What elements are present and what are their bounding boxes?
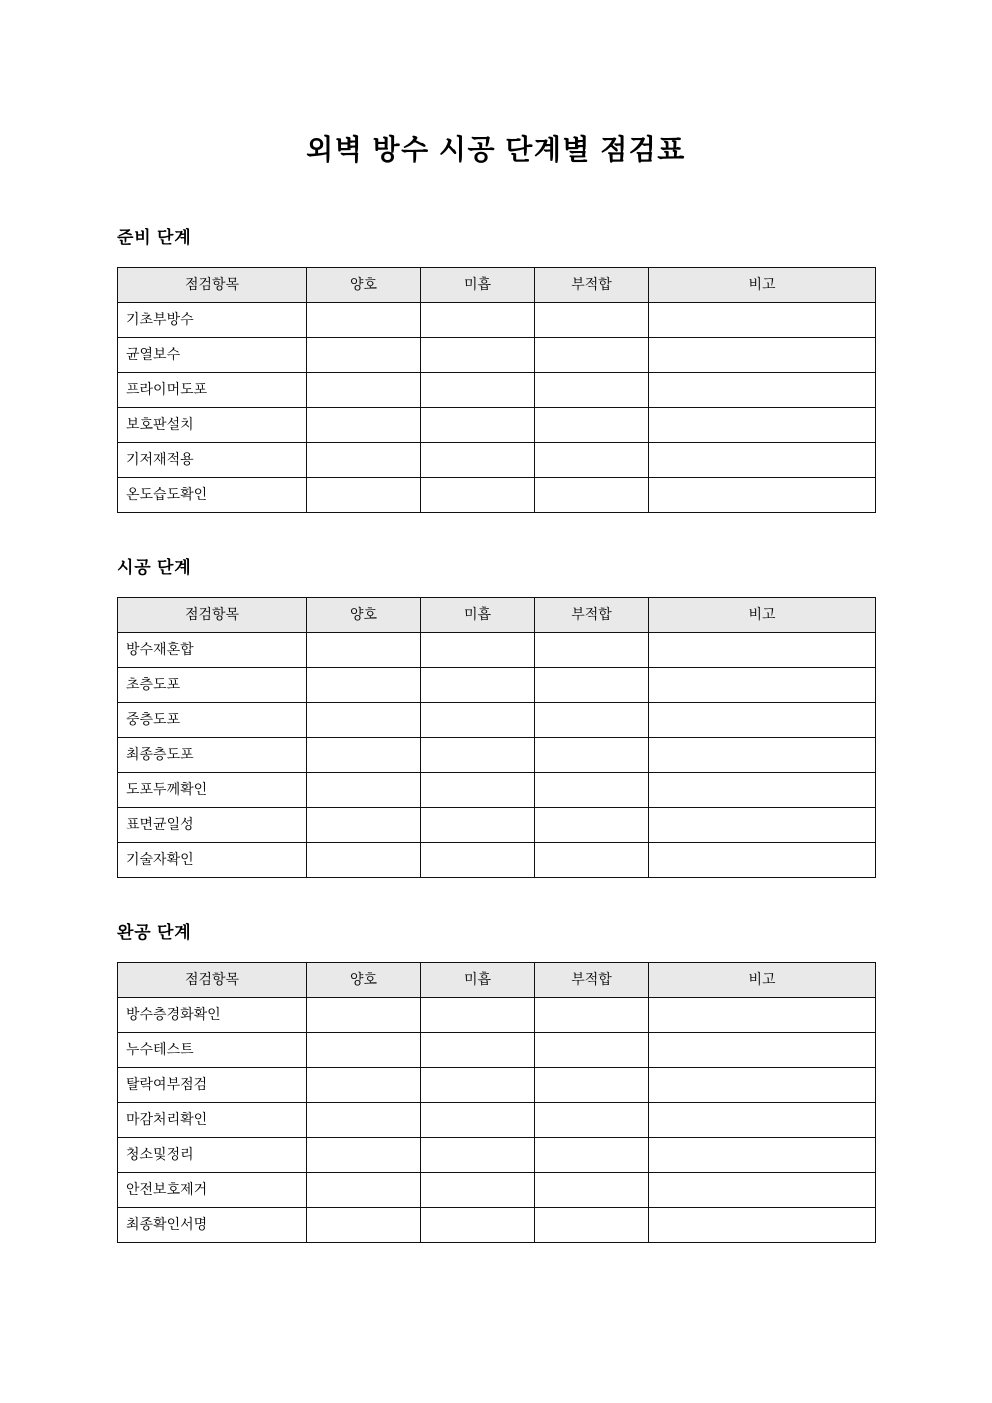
cell-fair[interactable] — [421, 1032, 535, 1067]
cell-item: 최종층도포 — [118, 737, 307, 772]
cell-note[interactable] — [649, 1207, 876, 1242]
column-header-fair: 미흡 — [421, 267, 535, 302]
cell-note[interactable] — [649, 1137, 876, 1172]
cell-bad[interactable] — [535, 407, 649, 442]
cell-item: 방수재혼합 — [118, 632, 307, 667]
column-header-note: 비고 — [649, 597, 876, 632]
cell-fair[interactable] — [421, 442, 535, 477]
cell-bad[interactable] — [535, 667, 649, 702]
cell-fair[interactable] — [421, 842, 535, 877]
column-header-item: 점검항목 — [118, 267, 307, 302]
cell-bad[interactable] — [535, 772, 649, 807]
cell-item: 중층도포 — [118, 702, 307, 737]
cell-bad[interactable] — [535, 702, 649, 737]
cell-fair[interactable] — [421, 772, 535, 807]
table-row — [118, 372, 876, 407]
cell-note[interactable] — [649, 1032, 876, 1067]
table-row — [118, 1172, 876, 1207]
column-header-item: 점검항목 — [118, 962, 307, 997]
table-row — [118, 407, 876, 442]
table-header-row — [118, 597, 876, 632]
cell-note[interactable] — [649, 842, 876, 877]
cell-item: 도포두께확인 — [118, 772, 307, 807]
table-row — [118, 442, 876, 477]
cell-bad[interactable] — [535, 302, 649, 337]
column-header-note: 비고 — [649, 267, 876, 302]
cell-item: 탈락여부점검 — [118, 1067, 307, 1102]
column-header-item: 점검항목 — [118, 597, 307, 632]
cell-fair[interactable] — [421, 477, 535, 512]
table-row — [118, 1032, 876, 1067]
table-row — [118, 737, 876, 772]
table-header — [118, 597, 876, 632]
table-row — [118, 1137, 876, 1172]
column-header-good: 양호 — [307, 597, 421, 632]
section-preparation — [0, 223, 992, 513]
cell-item: 마감처리확인 — [118, 1102, 307, 1137]
cell-item: 균열보수 — [118, 337, 307, 372]
table-body — [118, 997, 876, 1242]
cell-good[interactable] — [307, 1102, 421, 1137]
table-row — [118, 477, 876, 512]
table-row — [118, 1067, 876, 1102]
cell-note[interactable] — [649, 442, 876, 477]
cell-note[interactable] — [649, 807, 876, 842]
cell-fair[interactable] — [421, 1067, 535, 1102]
column-header-bad: 부적합 — [535, 267, 649, 302]
cell-fair[interactable] — [421, 302, 535, 337]
cell-fair[interactable] — [421, 1172, 535, 1207]
cell-note[interactable] — [649, 337, 876, 372]
cell-bad[interactable] — [535, 1032, 649, 1067]
column-header-good: 양호 — [307, 267, 421, 302]
cell-fair[interactable] — [421, 997, 535, 1032]
cell-item: 온도습도확인 — [118, 477, 307, 512]
column-header-fair: 미흡 — [421, 962, 535, 997]
cell-bad[interactable] — [535, 477, 649, 512]
table-container — [0, 962, 992, 1243]
cell-good[interactable] — [307, 1032, 421, 1067]
table-body — [118, 302, 876, 512]
cell-bad[interactable] — [535, 1172, 649, 1207]
cell-bad[interactable] — [535, 1102, 649, 1137]
cell-item: 기초부방수 — [118, 302, 307, 337]
cell-good[interactable] — [307, 1207, 421, 1242]
cell-item: 프라이머도포 — [118, 372, 307, 407]
cell-good[interactable] — [307, 1172, 421, 1207]
cell-good[interactable] — [307, 407, 421, 442]
cell-item: 누수테스트 — [118, 1032, 307, 1067]
cell-note[interactable] — [649, 702, 876, 737]
cell-fair[interactable] — [421, 337, 535, 372]
section-heading: 완공 단계 — [117, 922, 192, 942]
cell-bad[interactable] — [535, 842, 649, 877]
column-header-fair: 미흡 — [421, 597, 535, 632]
table-row — [118, 1102, 876, 1137]
table-row — [118, 807, 876, 842]
table-row — [118, 667, 876, 702]
cell-fair[interactable] — [421, 407, 535, 442]
column-header-bad: 부적합 — [535, 962, 649, 997]
cell-note[interactable] — [649, 667, 876, 702]
cell-good[interactable] — [307, 442, 421, 477]
cell-good[interactable] — [307, 772, 421, 807]
section-heading: 준비 단계 — [117, 227, 192, 247]
table-header-row — [118, 267, 876, 302]
cell-fair[interactable] — [421, 1207, 535, 1242]
cell-good[interactable] — [307, 702, 421, 737]
table-row — [118, 632, 876, 667]
table-header — [118, 962, 876, 997]
cell-item: 보호판설치 — [118, 407, 307, 442]
cell-note[interactable] — [649, 997, 876, 1032]
cell-bad[interactable] — [535, 737, 649, 772]
cell-item: 안전보호제거 — [118, 1172, 307, 1207]
checklist-table-completion — [117, 962, 876, 1243]
table-row — [118, 997, 876, 1032]
column-header-note: 비고 — [649, 962, 876, 997]
cell-good[interactable] — [307, 477, 421, 512]
cell-fair[interactable] — [421, 1137, 535, 1172]
cell-item: 표면균일성 — [118, 807, 307, 842]
cell-item: 방수층경화확인 — [118, 997, 307, 1032]
cell-good[interactable] — [307, 807, 421, 842]
cell-note[interactable] — [649, 407, 876, 442]
cell-item: 초층도포 — [118, 667, 307, 702]
table-row — [118, 1207, 876, 1242]
cell-bad[interactable] — [535, 337, 649, 372]
table-header-row — [118, 962, 876, 997]
cell-item: 기술자확인 — [118, 842, 307, 877]
cell-note[interactable] — [649, 1102, 876, 1137]
cell-item: 기저재적용 — [118, 442, 307, 477]
cell-item: 최종확인서명 — [118, 1207, 307, 1242]
cell-note[interactable] — [649, 772, 876, 807]
cell-fair[interactable] — [421, 737, 535, 772]
cell-fair[interactable] — [421, 702, 535, 737]
cell-fair[interactable] — [421, 632, 535, 667]
cell-fair[interactable] — [421, 1102, 535, 1137]
cell-good[interactable] — [307, 372, 421, 407]
table-header — [118, 267, 876, 302]
cell-note[interactable] — [649, 632, 876, 667]
cell-item: 청소및정리 — [118, 1137, 307, 1172]
table-container — [0, 267, 992, 513]
table-container — [0, 597, 992, 878]
column-header-good: 양호 — [307, 962, 421, 997]
table-row — [118, 842, 876, 877]
cell-note[interactable] — [649, 737, 876, 772]
section-heading: 시공 단계 — [117, 557, 192, 577]
cell-fair[interactable] — [421, 667, 535, 702]
cell-note[interactable] — [649, 477, 876, 512]
section-completion — [0, 918, 992, 1243]
cell-good[interactable] — [307, 632, 421, 667]
table-row — [118, 302, 876, 337]
cell-bad[interactable] — [535, 632, 649, 667]
cell-good[interactable] — [307, 842, 421, 877]
cell-note[interactable] — [649, 1172, 876, 1207]
cell-good[interactable] — [307, 737, 421, 772]
cell-good[interactable] — [307, 1137, 421, 1172]
table-body — [118, 632, 876, 877]
checklist-table-construction — [117, 597, 876, 878]
page-title: 외벽 방수 시공 단계별 점검표 — [306, 134, 686, 165]
section-construction — [0, 553, 992, 878]
cell-fair[interactable] — [421, 807, 535, 842]
cell-note[interactable] — [649, 1067, 876, 1102]
column-header-bad: 부적합 — [535, 597, 649, 632]
cell-note[interactable] — [649, 302, 876, 337]
table-row — [118, 702, 876, 737]
cell-bad[interactable] — [535, 997, 649, 1032]
table-row — [118, 337, 876, 372]
cell-good[interactable] — [307, 667, 421, 702]
cell-good[interactable] — [307, 302, 421, 337]
cell-good[interactable] — [307, 337, 421, 372]
cell-note[interactable] — [649, 372, 876, 407]
cell-bad[interactable] — [535, 1067, 649, 1102]
cell-good[interactable] — [307, 1067, 421, 1102]
cell-good[interactable] — [307, 997, 421, 1032]
cell-bad[interactable] — [535, 1137, 649, 1172]
cell-bad[interactable] — [535, 1207, 649, 1242]
cell-bad[interactable] — [535, 442, 649, 477]
table-row — [118, 772, 876, 807]
checklist-table-preparation — [117, 267, 876, 513]
cell-bad[interactable] — [535, 807, 649, 842]
cell-fair[interactable] — [421, 372, 535, 407]
cell-bad[interactable] — [535, 372, 649, 407]
